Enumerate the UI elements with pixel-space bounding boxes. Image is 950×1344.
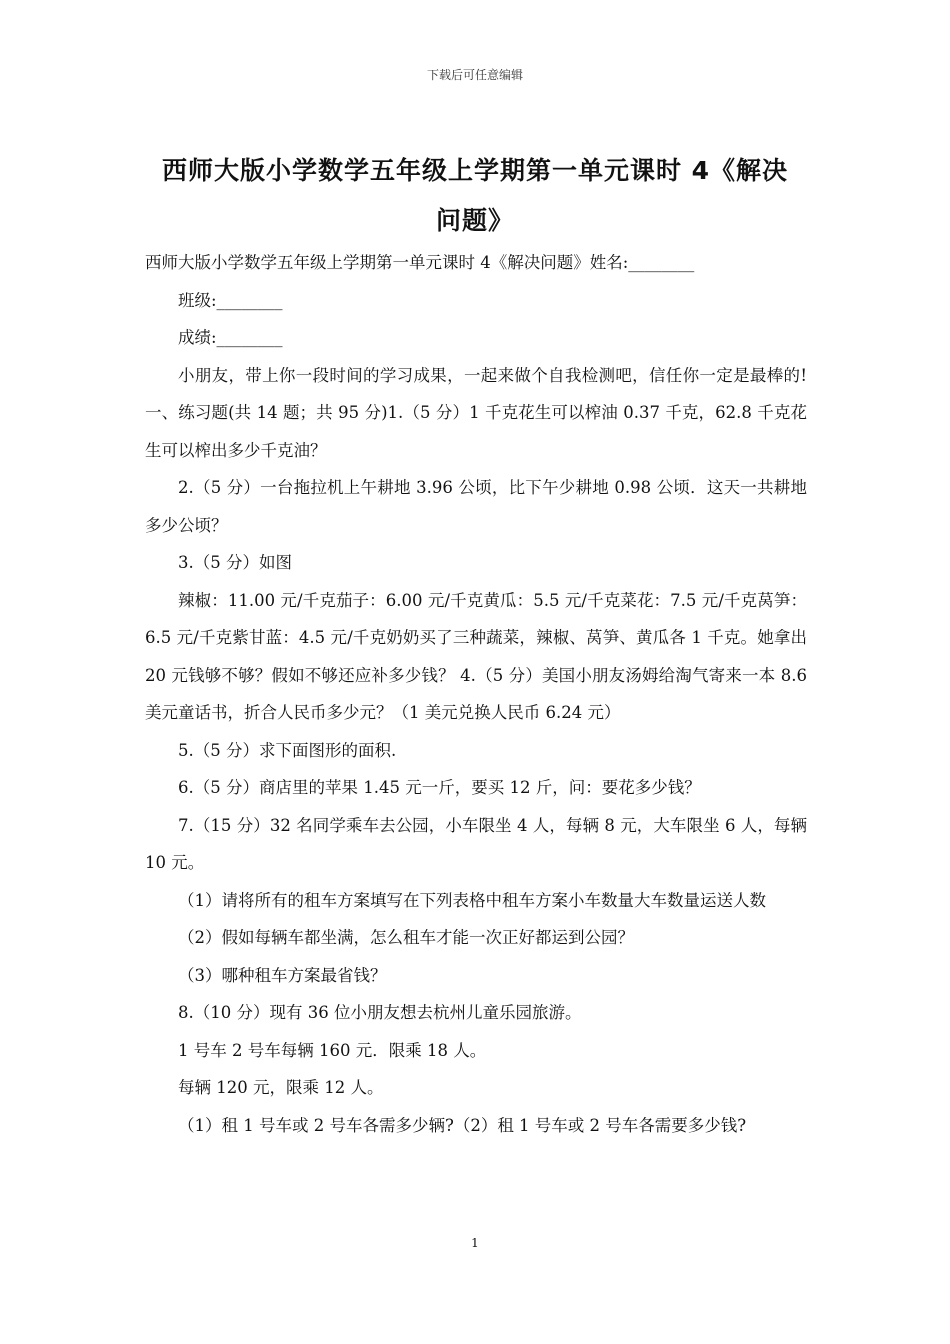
document-title: 西师大版小学数学五年级上学期第一单元课时 4《解决问题》 — [161, 156, 789, 235]
subtitle-line: 西师大版小学数学五年级上学期第一单元课时 4《解决问题》姓名:________ — [145, 253, 695, 272]
question-8-car-info-2: 每辆 120 元，限乘 12 人。 — [178, 1078, 384, 1097]
question-7: 7.（15 分）32 名同学乘车去公园，小车限坐 4 人，每辆 8 元，大车限坐 6 人，每辆 10 元。 — [145, 815, 807, 872]
document-body — [145, 244, 807, 1144]
question-8-parts: （1）租 1 号车或 2 号车各需多少辆?（2）租 1 号车或 2 号车各需要多少钱? — [178, 1115, 747, 1135]
question-5: 5.（5 分）求下面图形的面积. — [178, 740, 397, 760]
score-field: 成绩:________ — [178, 328, 283, 347]
question-7-part-1: （1）请将所有的租车方案填写在下列表格中租车方案小车数量大车数量运送人数 — [178, 890, 766, 910]
question-7-part-2: （2）假如每辆车都坐满，怎么租车才能一次正好都运到公园？ — [178, 928, 634, 947]
question-7-part-3: （3）哪种租车方案最省钱？ — [178, 965, 387, 985]
question-6: 6.（5 分）商店里的苹果 1.45 元一斤，要买 12 斤，问：要花多少钱？ — [178, 778, 701, 797]
question-3: 3.（5 分）如图 — [178, 553, 292, 572]
class-field: 班级:________ — [178, 290, 283, 310]
question-8: 8.（10 分）现有 36 位小朋友想去杭州儿童乐园旅游。 — [178, 1003, 582, 1022]
intro-question-1: 小朋友，带上你一段时间的学习成果，一起来做个自我检测吧，信任你一定是最棒的!一、练习题(共 14 题；共 95 分)1.（5 分）1 千克花生可以榨油 0.37 千克，62.8 千克花生可以榨出多少千克油？ — [145, 365, 807, 460]
question-8-car-info: 1 号车 2 号车每辆 160 元．限乘 18 人。 — [178, 1040, 487, 1060]
question-2: 2.（5 分）一台拖拉机上午耕地 3.96 公顷，比下午少耕地 0.98 公顷．这天一共耕地多少公顷？ — [145, 478, 807, 535]
page-header: 下载后可任意编辑 — [426, 68, 523, 82]
question-3-prices-question-4: 辣椒：11.00 元/千克茄子：6.00 元/千克黄瓜：5.5 元/千克菜花：7.5 元/千克莴笋：6.5 元/千克紫甘蓝：4.5 元/千克奶奶买了三种蔬菜，辣椒、莴笋、黄瓜各 1 千克。她拿出 20 元钱够不够？假如不够还应补多少钱？ 4.（5 分）美国小朋友汤姆给淘气寄来一本 8.6 美元童话书，折合人民币多少元？（1 美元兑换人民币 6.24 元） — [145, 590, 807, 722]
page-number: 1 — [471, 1236, 479, 1250]
